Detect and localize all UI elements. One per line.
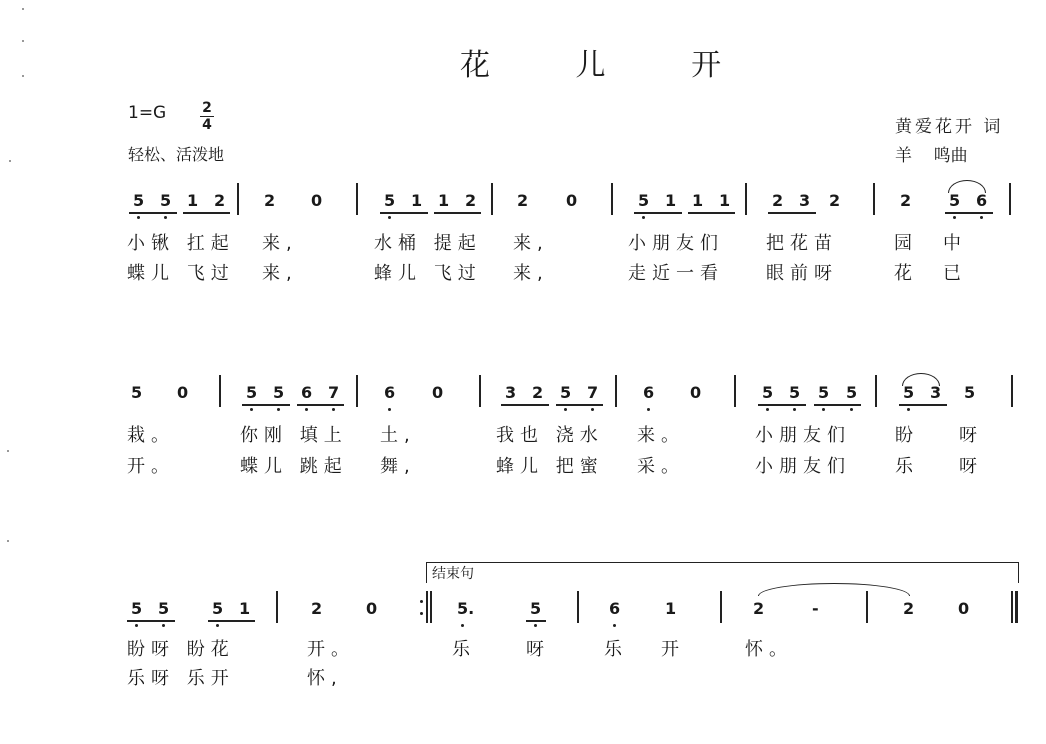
jianpu-note: 2 xyxy=(532,383,544,402)
jianpu-note: 5 xyxy=(131,599,143,618)
lyric-verse-2: 蜂儿 飞过 xyxy=(374,263,482,284)
low-octave-dot xyxy=(332,408,335,411)
lyric-verse-1: 怀。 xyxy=(745,639,793,660)
barline xyxy=(873,183,875,215)
barline xyxy=(237,183,239,215)
final-barline xyxy=(1015,591,1018,623)
beam xyxy=(556,404,603,406)
ending-label: 结束句 xyxy=(432,566,474,582)
time-signature-denominator: 4 xyxy=(200,116,214,133)
lyric-verse-1: 乐 xyxy=(604,639,628,660)
lyric-verse-2: 花 xyxy=(894,263,918,284)
jianpu-note: 3 xyxy=(799,191,811,210)
lyric-verse-1: 开。 xyxy=(307,639,355,660)
lyric-verse-1: 园 xyxy=(894,233,918,254)
low-octave-dot xyxy=(534,624,537,627)
scan-speck xyxy=(22,8,24,10)
lyric-verse-2: 小朋友们 xyxy=(755,456,851,477)
jianpu-note: 3 xyxy=(930,383,942,402)
jianpu-note: 1 xyxy=(665,191,677,210)
lyric-verse-2: 乐呀 乐开 xyxy=(127,668,235,689)
jianpu-note: 2 xyxy=(829,191,841,210)
repeat-dot xyxy=(420,612,423,615)
beam xyxy=(208,620,255,622)
jianpu-note: 5 xyxy=(273,383,285,402)
barline xyxy=(1009,183,1011,215)
barline xyxy=(1011,375,1013,407)
barline xyxy=(479,375,481,407)
low-octave-dot xyxy=(135,624,138,627)
barline xyxy=(356,183,358,215)
repeat-barline xyxy=(430,591,432,623)
jianpu-note: 6 xyxy=(301,383,313,402)
jianpu-note: 5 xyxy=(212,599,224,618)
low-octave-dot xyxy=(766,408,769,411)
beam xyxy=(768,212,816,214)
lyric-verse-1: 来。 xyxy=(637,425,685,446)
lyric-verse-2: 舞, xyxy=(380,456,416,477)
lyric-verse-1: 呀 xyxy=(959,425,983,446)
low-octave-dot xyxy=(591,408,594,411)
composer-credit: 羊 鸣曲 xyxy=(895,146,968,166)
jianpu-note: 0 xyxy=(177,383,189,402)
jianpu-note: 2 xyxy=(772,191,784,210)
ending-bracket xyxy=(426,562,1019,583)
song-title: 花 儿 开 xyxy=(460,48,760,83)
lyric-verse-2: 呀 xyxy=(959,456,983,477)
beam xyxy=(758,404,806,406)
low-octave-dot xyxy=(564,408,567,411)
repeat-dot xyxy=(420,600,423,603)
lyric-verse-1: 乐 xyxy=(452,639,476,660)
lyric-verse-2: 走近一看 xyxy=(628,263,724,284)
repeat-barline xyxy=(426,591,428,623)
lyric-verse-1: 把花苗 xyxy=(766,233,838,254)
jianpu-note: 5 xyxy=(384,191,396,210)
lyric-verse-1: 开 xyxy=(661,639,685,660)
jianpu-note: 1 xyxy=(411,191,423,210)
jianpu-note: 6 xyxy=(609,599,621,618)
jianpu-note: 5 xyxy=(160,191,172,210)
jianpu-note: 6 xyxy=(384,383,396,402)
lyric-verse-2: 开。 xyxy=(127,456,175,477)
time-signature-numerator: 2 xyxy=(202,100,212,116)
low-octave-dot xyxy=(613,624,616,627)
low-octave-dot xyxy=(461,624,464,627)
lyric-verse-2: 采。 xyxy=(637,456,685,477)
beam xyxy=(242,404,290,406)
barline xyxy=(611,183,613,215)
barline xyxy=(734,375,736,407)
jianpu-note: 7 xyxy=(587,383,599,402)
jianpu-note: 5 xyxy=(158,599,170,618)
lyric-verse-1: 来, xyxy=(513,233,549,254)
jianpu-note: 1 xyxy=(665,599,677,618)
lyric-verse-2: 来, xyxy=(262,263,298,284)
jianpu-note: 5 xyxy=(903,383,915,402)
jianpu-note: 1 xyxy=(692,191,704,210)
jianpu-note: 5 xyxy=(638,191,650,210)
time-signature xyxy=(200,100,214,133)
low-octave-dot xyxy=(953,216,956,219)
beam xyxy=(297,404,344,406)
slur xyxy=(948,180,986,193)
jianpu-note: 2 xyxy=(517,191,529,210)
low-octave-dot xyxy=(305,408,308,411)
scan-speck xyxy=(22,40,24,42)
lyric-verse-2: 怀, xyxy=(307,668,343,689)
low-octave-dot xyxy=(907,408,910,411)
lyric-verse-2: 已 xyxy=(943,263,967,284)
barline xyxy=(577,591,579,623)
jianpu-note: 1 xyxy=(187,191,199,210)
scan-speck xyxy=(7,540,9,542)
low-octave-dot xyxy=(137,216,140,219)
beam xyxy=(814,404,861,406)
tempo-marking: 轻松、活泼地 xyxy=(128,145,225,164)
lyric-verse-1: 小朋友们 xyxy=(755,425,851,446)
lyric-verse-2: 眼前呀 xyxy=(766,263,838,284)
jianpu-note: 5 xyxy=(560,383,572,402)
jianpu-note: 0 xyxy=(566,191,578,210)
lyric-verse-1: 小锹 扛起 xyxy=(127,233,235,254)
beam xyxy=(526,620,546,622)
jianpu-note: 0 xyxy=(311,191,323,210)
scan-speck xyxy=(9,160,11,162)
beam xyxy=(127,620,175,622)
beam xyxy=(945,212,993,214)
lyric-verse-1: 我也 浇水 xyxy=(496,425,604,446)
lyric-verse-2: 蝶儿 跳起 xyxy=(240,456,348,477)
beam xyxy=(688,212,735,214)
jianpu-note: 2 xyxy=(465,191,477,210)
lyric-verse-1: 土, xyxy=(380,425,416,446)
low-octave-dot xyxy=(216,624,219,627)
lyric-verse-1: 中 xyxy=(943,233,967,254)
lyric-verse-1: 水桶 提起 xyxy=(374,233,482,254)
tie xyxy=(758,583,910,596)
jianpu-note: 5 xyxy=(762,383,774,402)
barline xyxy=(720,591,722,623)
beam xyxy=(183,212,230,214)
scan-speck xyxy=(22,75,24,77)
jianpu-note: 5 xyxy=(789,383,801,402)
jianpu-note: 0 xyxy=(366,599,378,618)
jianpu-note: 5 xyxy=(131,383,143,402)
barline xyxy=(875,375,877,407)
jianpu-note: 0 xyxy=(432,383,444,402)
low-octave-dot xyxy=(388,216,391,219)
jianpu-note: 1 xyxy=(438,191,450,210)
jianpu-note: 6 xyxy=(643,383,655,402)
jianpu-note: 1 xyxy=(239,599,251,618)
lyric-verse-1: 来, xyxy=(262,233,298,254)
lyricist-credit: 黄爱花开 词 xyxy=(895,117,1004,137)
lyric-verse-1: 盼 xyxy=(895,425,919,446)
lyric-verse-2: 蜂儿 把蜜 xyxy=(496,456,604,477)
lyric-verse-1: 栽。 xyxy=(127,425,175,446)
low-octave-dot xyxy=(164,216,167,219)
jianpu-note: - xyxy=(812,599,819,618)
lyric-verse-1: 盼呀 盼花 xyxy=(127,639,235,660)
jianpu-note: 5 xyxy=(949,191,961,210)
jianpu-note: 3 xyxy=(505,383,517,402)
jianpu-note: 2 xyxy=(214,191,226,210)
jianpu-note: 5. xyxy=(457,599,475,618)
low-octave-dot xyxy=(388,408,391,411)
slur xyxy=(902,373,940,386)
lyric-verse-1: 你刚 填上 xyxy=(240,425,348,446)
jianpu-note: 7 xyxy=(328,383,340,402)
low-octave-dot xyxy=(250,408,253,411)
jianpu-note: 2 xyxy=(903,599,915,618)
lyric-verse-2: 来, xyxy=(513,263,549,284)
jianpu-note: 5 xyxy=(246,383,258,402)
low-octave-dot xyxy=(277,408,280,411)
jianpu-note: 6 xyxy=(976,191,988,210)
lyric-verse-2: 乐 xyxy=(895,456,919,477)
low-octave-dot xyxy=(793,408,796,411)
jianpu-note: 0 xyxy=(690,383,702,402)
jianpu-note: 5 xyxy=(530,599,542,618)
barline xyxy=(219,375,221,407)
lyric-verse-1: 呀 xyxy=(526,639,550,660)
low-octave-dot xyxy=(642,216,645,219)
low-octave-dot xyxy=(850,408,853,411)
barline xyxy=(356,375,358,407)
beam xyxy=(634,212,682,214)
jianpu-note: 2 xyxy=(900,191,912,210)
jianpu-note: 2 xyxy=(753,599,765,618)
final-barline xyxy=(1011,591,1013,623)
jianpu-note: 5 xyxy=(964,383,976,402)
barline xyxy=(491,183,493,215)
low-octave-dot xyxy=(647,408,650,411)
barline xyxy=(615,375,617,407)
beam xyxy=(380,212,428,214)
low-octave-dot xyxy=(822,408,825,411)
lyric-verse-2: 蝶儿 飞过 xyxy=(127,263,235,284)
key-signature: 1=G xyxy=(128,103,167,123)
low-octave-dot xyxy=(980,216,983,219)
beam xyxy=(899,404,947,406)
barline xyxy=(745,183,747,215)
beam xyxy=(129,212,177,214)
lyric-verse-1: 小朋友们 xyxy=(628,233,724,254)
scan-speck xyxy=(7,450,9,452)
barline xyxy=(276,591,278,623)
jianpu-note: 2 xyxy=(311,599,323,618)
beam xyxy=(501,404,549,406)
jianpu-note: 1 xyxy=(719,191,731,210)
jianpu-note: 5 xyxy=(133,191,145,210)
low-octave-dot xyxy=(162,624,165,627)
jianpu-note: 5 xyxy=(846,383,858,402)
beam xyxy=(434,212,481,214)
jianpu-note: 5 xyxy=(818,383,830,402)
jianpu-note: 2 xyxy=(264,191,276,210)
jianpu-note: 0 xyxy=(958,599,970,618)
